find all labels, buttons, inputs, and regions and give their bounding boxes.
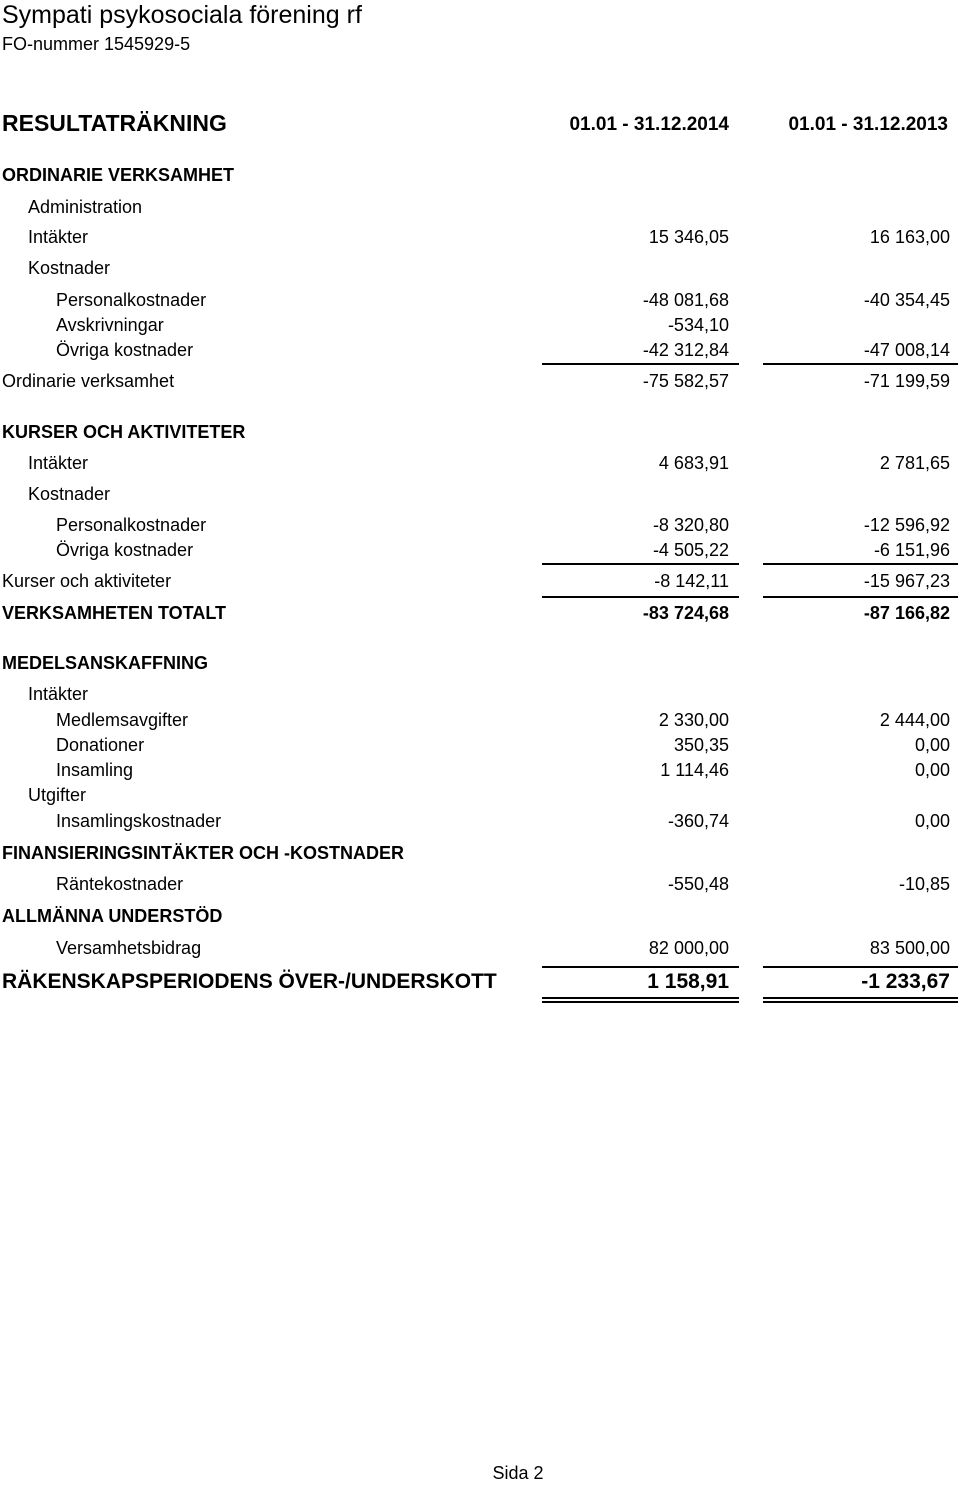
row-kurser-personalkostnader <box>0 512 960 538</box>
value-2013: 0,00 <box>914 760 950 780</box>
value-2014: -534,10 <box>667 315 729 335</box>
subtotal-rule-2013 <box>763 563 958 565</box>
row-admin-ovriga-kostnader <box>0 337 960 363</box>
value-2014: -360,74 <box>667 811 729 831</box>
value-2013: -40 354,45 <box>863 290 950 310</box>
row-label: Kostnader <box>28 258 111 278</box>
double-rule-top-2013 <box>763 997 958 999</box>
org-number: FO-nummer 1545929-5 <box>2 34 191 54</box>
row-label: Intäkter <box>28 684 89 704</box>
row-admin-avskrivningar <box>0 312 960 338</box>
value-2013: 2 444,00 <box>879 710 950 730</box>
row-ordinarie-verksamhet-total <box>0 368 960 394</box>
value-2014: -83 724,68 <box>642 603 729 623</box>
row-admin-kostnader <box>0 255 960 281</box>
row-donationer <box>0 732 960 758</box>
row-utgifter <box>0 782 960 808</box>
row-label: Ordinarie verksamhet <box>2 371 175 391</box>
row-label: VERKSAMHETEN TOTALT <box>2 603 226 623</box>
row-label: FINANSIERINGSINTÄKTER OCH -KOSTNADER <box>2 843 405 863</box>
row-insamling <box>0 757 960 783</box>
page-number: Sida 2 <box>492 1463 544 1483</box>
section-kurser-och-aktiviteter <box>0 419 960 445</box>
value-2014: -4 505,22 <box>652 540 729 560</box>
section-ordinarie-verksamhet <box>0 162 960 188</box>
section-finansieringsintakter <box>0 840 960 866</box>
value-2013: 83 500,00 <box>869 938 950 958</box>
period-header-2013: 01.01 - 31.12.2013 <box>788 114 948 135</box>
value-2013: 2 781,65 <box>879 453 950 473</box>
row-medel-intakter <box>0 681 960 707</box>
section-allmanna-understod <box>0 903 960 929</box>
row-kurser-ovriga-kostnader <box>0 537 960 563</box>
row-label: Kostnader <box>28 484 111 504</box>
value-2014: -8 142,11 <box>654 571 729 591</box>
subtotal-rule-2014 <box>542 563 739 565</box>
row-rantekostnader <box>0 871 960 897</box>
report-title: RESULTATRÄKNING <box>2 110 227 136</box>
org-name: Sympati psykosociala förening rf <box>2 1 362 29</box>
row-kurser-intakter <box>0 450 960 476</box>
row-label: Intäkter <box>28 227 89 247</box>
value-2013: -10,85 <box>898 874 950 894</box>
value-2014: -550,48 <box>667 874 729 894</box>
row-label: Avskrivningar <box>56 315 164 335</box>
row-label: Medlemsavgifter <box>56 710 189 730</box>
row-label: Intäkter <box>28 453 89 473</box>
period-header-2014: 01.01 - 31.12.2014 <box>569 114 729 135</box>
value-2014: 82 000,00 <box>648 938 729 958</box>
row-kurser-kostnader <box>0 481 960 507</box>
value-2013: -15 967,23 <box>863 571 950 591</box>
value-2014: 1 158,91 <box>647 970 729 993</box>
row-label: Donationer <box>56 735 145 755</box>
value-2013: 16 163,00 <box>869 227 950 247</box>
subtotal-rule-2014 <box>542 363 739 365</box>
row-rakenskapsperiodens-resultat <box>0 967 960 997</box>
row-medlemsavgifter <box>0 707 960 733</box>
value-2013: -6 151,96 <box>873 540 950 560</box>
row-admin-intakter <box>0 224 960 250</box>
row-administration <box>0 194 960 220</box>
value-2013: -71 199,59 <box>863 371 950 391</box>
row-versamhetsbidrag <box>0 935 960 961</box>
value-2014: 4 683,91 <box>658 453 729 473</box>
value-2013: 0,00 <box>914 735 950 755</box>
row-label: ORDINARIE VERKSAMHET <box>2 165 235 185</box>
value-2014: -75 582,57 <box>642 371 729 391</box>
value-2014: -48 081,68 <box>642 290 729 310</box>
value-2014: 2 330,00 <box>658 710 729 730</box>
row-label: Räntekostnader <box>56 874 184 894</box>
row-label: RÄKENSKAPSPERIODENS ÖVER-/UNDERSKOTT <box>2 970 497 993</box>
double-rule-bottom-2014 <box>542 1001 739 1003</box>
row-label: ALLMÄNNA UNDERSTÖD <box>2 906 223 926</box>
row-label: KURSER OCH AKTIVITETER <box>2 422 246 442</box>
row-label: Personalkostnader <box>56 515 207 535</box>
row-label: Utgifter <box>28 785 87 805</box>
value-2014: 15 346,05 <box>648 227 729 247</box>
value-2013: -12 596,92 <box>863 515 950 535</box>
total-rule-2013 <box>763 596 958 598</box>
value-2013: -87 166,82 <box>863 603 950 623</box>
subtotal-rule-2013 <box>763 363 958 365</box>
value-2014: 350,35 <box>673 735 729 755</box>
total-rule-2014 <box>542 596 739 598</box>
row-label: Kurser och aktiviteter <box>2 571 172 591</box>
row-label: Personalkostnader <box>56 290 207 310</box>
value-2013: 0,00 <box>914 811 950 831</box>
section-medelsanskaffning <box>0 650 960 676</box>
value-2013: -47 008,14 <box>863 340 950 360</box>
row-label: Övriga kostnader <box>56 540 194 560</box>
double-rule-top-2014 <box>542 997 739 999</box>
value-2014: -42 312,84 <box>642 340 729 360</box>
row-label: MEDELSANSKAFFNING <box>2 653 208 673</box>
row-kurser-total <box>0 568 960 594</box>
row-label: Versamhetsbidrag <box>56 938 202 958</box>
value-2014: 1 114,46 <box>660 760 729 780</box>
row-admin-personalkostnader <box>0 287 960 313</box>
double-rule-bottom-2013 <box>763 1001 958 1003</box>
row-label: Insamlingskostnader <box>56 811 222 831</box>
value-2013: -1 233,67 <box>861 970 950 993</box>
value-2014: -8 320,80 <box>652 515 729 535</box>
row-label: Övriga kostnader <box>56 340 194 360</box>
row-label: Administration <box>28 197 143 217</box>
row-verksamheten-totalt <box>0 600 960 626</box>
row-label: Insamling <box>56 760 134 780</box>
row-insamlingskostnader <box>0 808 960 834</box>
